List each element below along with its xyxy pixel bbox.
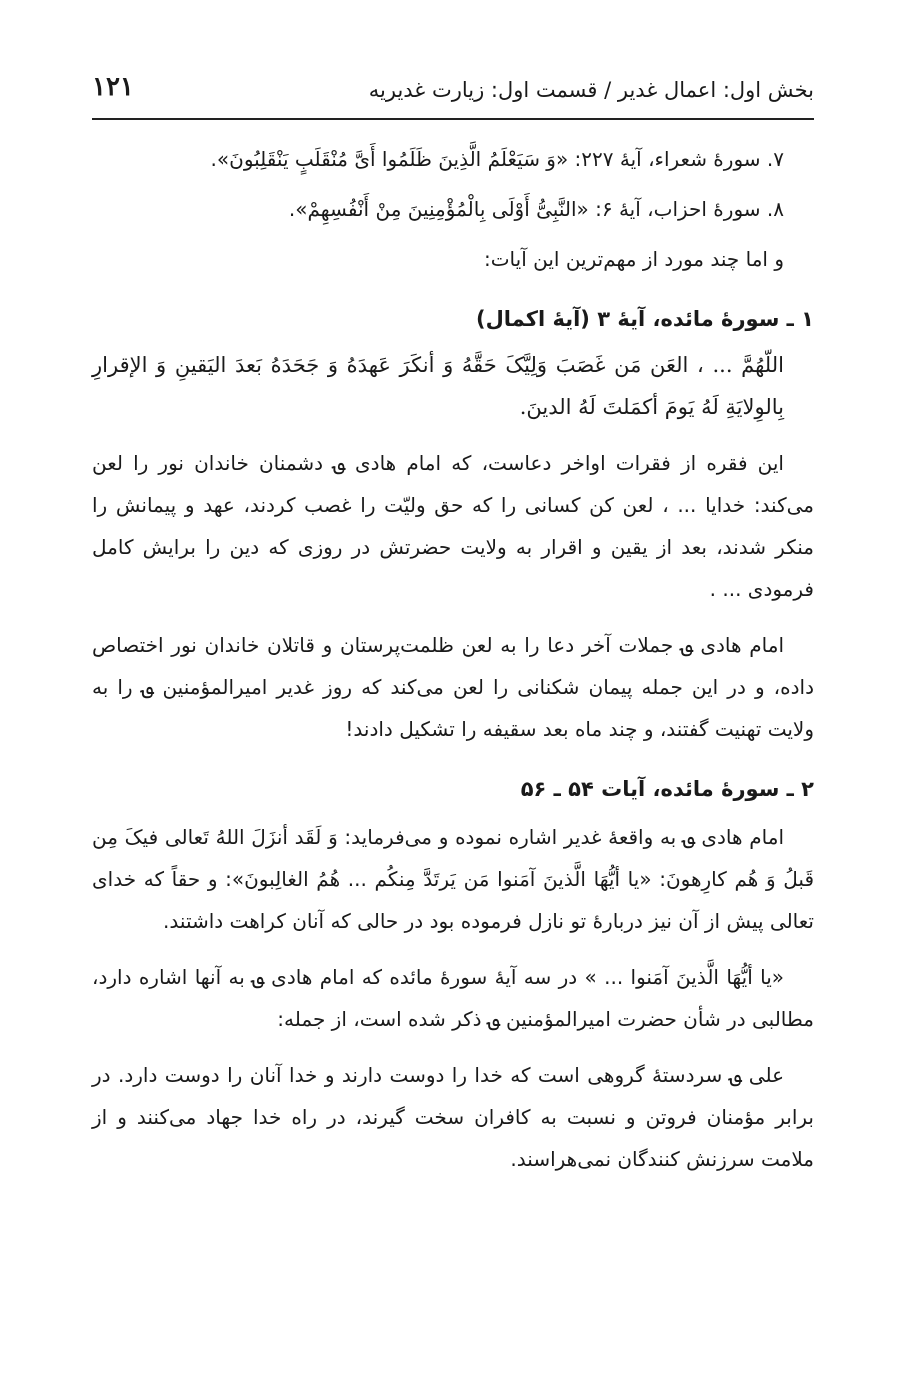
paragraph: علی ؈ سردستهٔ گروهی است که خدا را دوست دارند و خدا آنان را دوست دارد. در برابر مؤمنان فروتن و نسبت به کافران سخت گیرند، در راه خدا جهاد می‌کنند و از ملامت سرزنش کنندگان نمی‌هراسند. [92,1063,814,1171]
section-heading-2: ۲ ـ سورهٔ مائده، آیات ۵۴ ـ ۵۶ [520,777,814,801]
page-number: ۱۲۱ [92,72,134,102]
arabic-quote: اللّهُمَّ ... ، العَن مَن غَصَبَ وَلِیَّکَ حَقَّهُ وَ أنکَرَ عَهدَهُ وَ جَحَدَهُ بَعدَ الیَقینِ وَ الإقرارِ بِالوِلایَةِ لَهُ یَومَ أکمَلتَ لَهُ الدینَ. [92,353,784,419]
page-header [92,72,814,116]
page-body [92,138,814,1180]
list-item: ۷. سورهٔ شعراء، آیهٔ ۲۲۷: «وَ سَیَعْلَمُ الَّذِینَ ظَلَمُوا أَیَّ مُنْقَلَبٍ یَنْقَلِبُونَ». [210,147,784,171]
paragraph: امام هادی ؈ جملات آخر دعا را به لعن ظلمت‌پرستان و قاتلان خاندان نور اختصاص داده، و در این جمله پیمان شکنانی را لعن می‌کند که روز غدیر امیرالمؤمنین ؈ را به ولایت تهنیت گفتند، و چند ماه بعد سقیفه را تشکیل دادند! [92,633,814,741]
section-heading-1: ۱ ـ سورهٔ مائده، آیهٔ ۳ (آیهٔ اکمال) [475,307,814,331]
intro-text: و اما چند مورد از مهم‌ترین این آیات: [483,247,784,271]
running-title: بخش اول: اعمال غدیر / قسمت اول: زیارت غدیریه [368,78,814,102]
list-item: ۸. سورهٔ احزاب، آیهٔ ۶: «النَّبِیُّ أَوْلَی بِالْمُؤْمِنِینَ مِنْ أَنْفُسِهِمْ». [288,197,784,221]
header-divider [92,118,814,120]
paragraph: «یا أیُّهَا الَّذینَ آمَنوا ... » در سه آیهٔ سورهٔ مائده که امام هادی ؈ به آنها اشاره دارد، مطالبی در شأن حضرت امیرالمؤمنین ؈ ذکر شده است، از جمله: [92,965,814,1031]
paragraph: امام هادی ؈ به واقعهٔ غدیر اشاره نموده و می‌فرماید: وَ لَقَد أنزَلَ اللهُ تَعالی فیکَ مِن قَبلُ وَ هُم کارِهونَ: «یا أیُّهَا الَّذینَ آمَنوا مَن یَرتَدَّ مِنکُم ... هُمُ الغالِبونَ»: و حقاً که خدای تعالی پیش از آن نیز دربارهٔ تو نازل فرموده بود در حالی که آنان کراهت داشتند. [92,825,814,933]
paragraph: این فقره از فقرات اواخر دعاست، که امام هادی ؈ دشمنان خاندان نور را لعن می‌کند: خدایا ... ، لعن کن کسانی را که حق ولیّت را غصب کردند، عهد و پیمانش را منکر شدند، بعد از یقین و اقرار به ولایت حضرتش در روزی که دین را برایش کامل فرمودی ... . [92,451,814,601]
